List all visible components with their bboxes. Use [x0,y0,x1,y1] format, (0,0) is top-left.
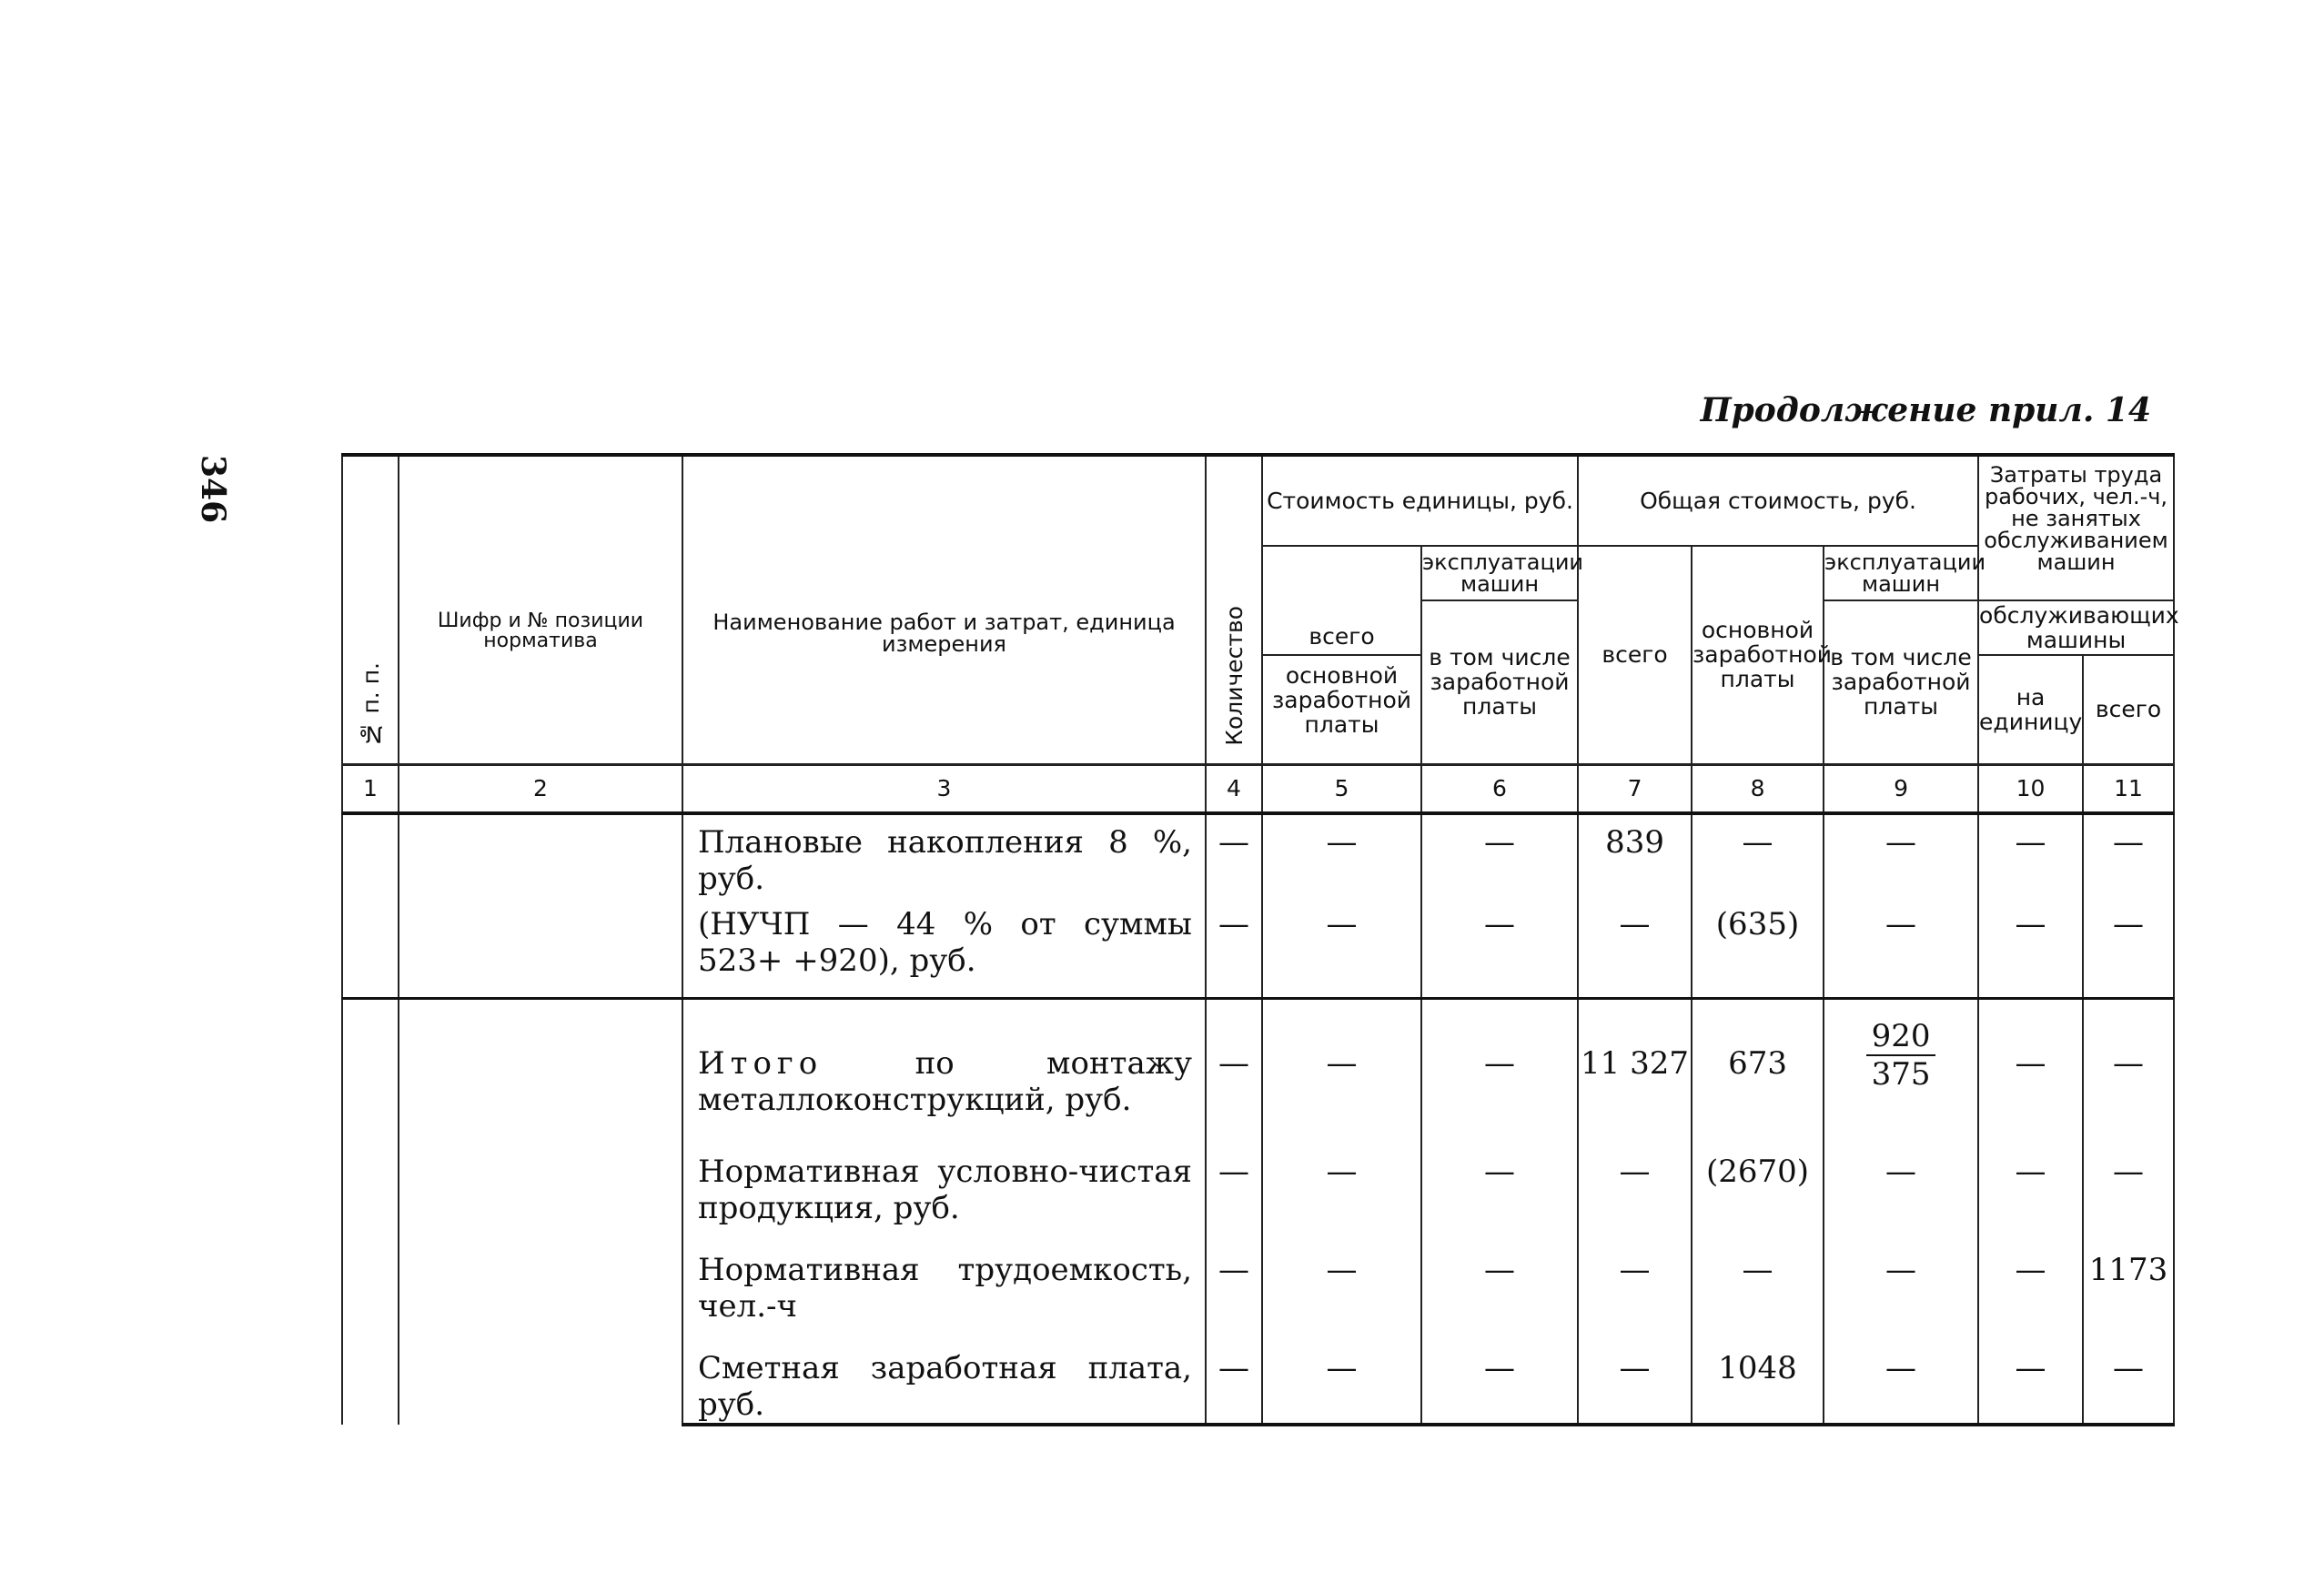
cell-total-wage: — [1692,813,1824,897]
row-name [682,999,1206,1144]
row-name: Нормативная условно-чистая продукция, руб. [682,1144,1206,1243]
fraction-numerator: 920 [1866,1018,1936,1056]
column-number: 9 [1824,764,1978,813]
cell-qty: — [1206,1144,1262,1243]
cell-labor-unit: — [1978,999,2083,1144]
cell-qty: — [1206,1243,1262,1341]
cell-total-machine: — [1824,813,1978,897]
cell-qty: — [1206,813,1262,897]
cell-labor-total: — [2083,999,2174,1144]
row-name-spaced: Итого [698,1045,824,1082]
cell-total-all: — [1578,1144,1692,1243]
row-name: Сметная заработная плата, руб. [682,1341,1206,1425]
header-labor-per-unit: на единицу [1978,655,2083,764]
header-total-machine: эксплуатации машин [1824,546,1978,600]
cell-total-machine: — [1824,897,1978,999]
cell-labor-total: — [2083,897,2174,999]
header-labor-total: всего [2083,655,2174,764]
fraction [1866,1018,1936,1093]
cell-labor-unit: — [1978,1243,2083,1341]
cell-unit-all: — [1262,897,1421,999]
header-num: № п. п. [342,455,399,764]
continuation-label: Продолжение прил. 14 [1700,391,2151,429]
header-code: Шифр и № позиции норматива [399,455,682,764]
cell-unit-machine: — [1421,897,1578,999]
cell-total-machine: — [1824,1243,1978,1341]
cell-total-all: — [1578,897,1692,999]
column-number: 8 [1692,764,1824,813]
cell-unit-machine: — [1421,1144,1578,1243]
header-total-all: всего [1578,546,1692,764]
cell-total-wage: (2670) [1692,1144,1824,1243]
column-number: 2 [399,764,682,813]
column-number: 10 [1978,764,2083,813]
cell-qty: — [1206,897,1262,999]
estimate-table [341,453,2179,1426]
cell-total-all: — [1578,1341,1692,1425]
cell-num [342,999,399,1425]
table-row [342,813,2174,897]
cell-code [399,999,682,1425]
cell-labor-total: — [2083,1341,2174,1425]
column-number: 1 [342,764,399,813]
cell-labor-total: — [2083,813,2174,897]
header-unit-incl-wage: в том числе заработной платы [1421,600,1578,764]
cell-unit-all: — [1262,1243,1421,1341]
cell-num [342,813,399,999]
row-name: (НУЧП — 44 % от суммы 523+ +920), руб. [682,897,1206,999]
cell-total-wage: (635) [1692,897,1824,999]
row-name: Плановые накопления 8 %, руб. [682,813,1206,897]
cell-unit-all: — [1262,1144,1421,1243]
column-number: 4 [1206,764,1262,813]
cell-qty: — [1206,1341,1262,1425]
column-number: 5 [1262,764,1421,813]
row-name: Нормативная трудоемкость, чел.-ч [682,1243,1206,1341]
fraction-denominator: 375 [1871,1056,1931,1093]
cell-unit-machine: — [1421,1243,1578,1341]
cell-qty: — [1206,999,1262,1144]
header-unit-machine: эксплуатации машин [1421,546,1578,600]
cell-labor-unit: — [1978,1144,2083,1243]
column-number: 6 [1421,764,1578,813]
cell-total-all: 839 [1578,813,1692,897]
header-unit-cost: Стоимость единицы, руб. [1262,455,1578,546]
header-total-incl-wage: в том числе заработной платы [1824,600,1978,764]
cell-unit-machine: — [1421,999,1578,1144]
table-row [342,999,2174,1144]
cell-total-all: — [1578,1243,1692,1341]
column-number: 11 [2083,764,2174,813]
cell-total-wage: — [1692,1243,1824,1341]
page-number: 346 [194,455,232,524]
cell-unit-all: — [1262,813,1421,897]
header-total-wage: основной заработной платы [1692,546,1824,764]
header-total-cost: Общая стоимость, руб. [1578,455,1978,546]
cell-unit-all: — [1262,1341,1421,1425]
cell-unit-all: — [1262,999,1421,1144]
cell-total-wage: 1048 [1692,1341,1824,1425]
cell-labor-unit: — [1978,1341,2083,1425]
cell-labor-unit: — [1978,897,2083,999]
header-unit-all: всего [1262,546,1421,655]
column-number: 3 [682,764,1206,813]
header-labor: Затраты труда рабочих, чел.-ч, не занятых обслуживанием машин [1978,455,2174,600]
column-numbers-row [342,764,2174,813]
header-unit-wage: основной заработной платы [1262,655,1421,764]
cell-code [399,813,682,999]
cell-total-wage: 673 [1692,999,1824,1144]
column-number: 7 [1578,764,1692,813]
cell-labor-total: — [2083,1144,2174,1243]
cell-unit-machine: — [1421,1341,1578,1425]
cell-total-machine: — [1824,1144,1978,1243]
header-qty: Количество [1206,455,1262,764]
cell-labor-total: 1173 [2083,1243,2174,1341]
row-name-rest: по монтажу металлоконструкций, руб. [698,1045,1192,1118]
cell-total-all: 11 327 [1578,999,1692,1144]
header-labor-servicing: обслуживающих машины [1979,602,2179,653]
cell-total-machine [1824,999,1978,1144]
header-name: Наименование работ и затрат, единица измерения [682,455,1206,764]
cell-labor-unit: — [1978,813,2083,897]
cell-unit-machine: — [1421,813,1578,897]
cell-total-machine: — [1824,1341,1978,1425]
